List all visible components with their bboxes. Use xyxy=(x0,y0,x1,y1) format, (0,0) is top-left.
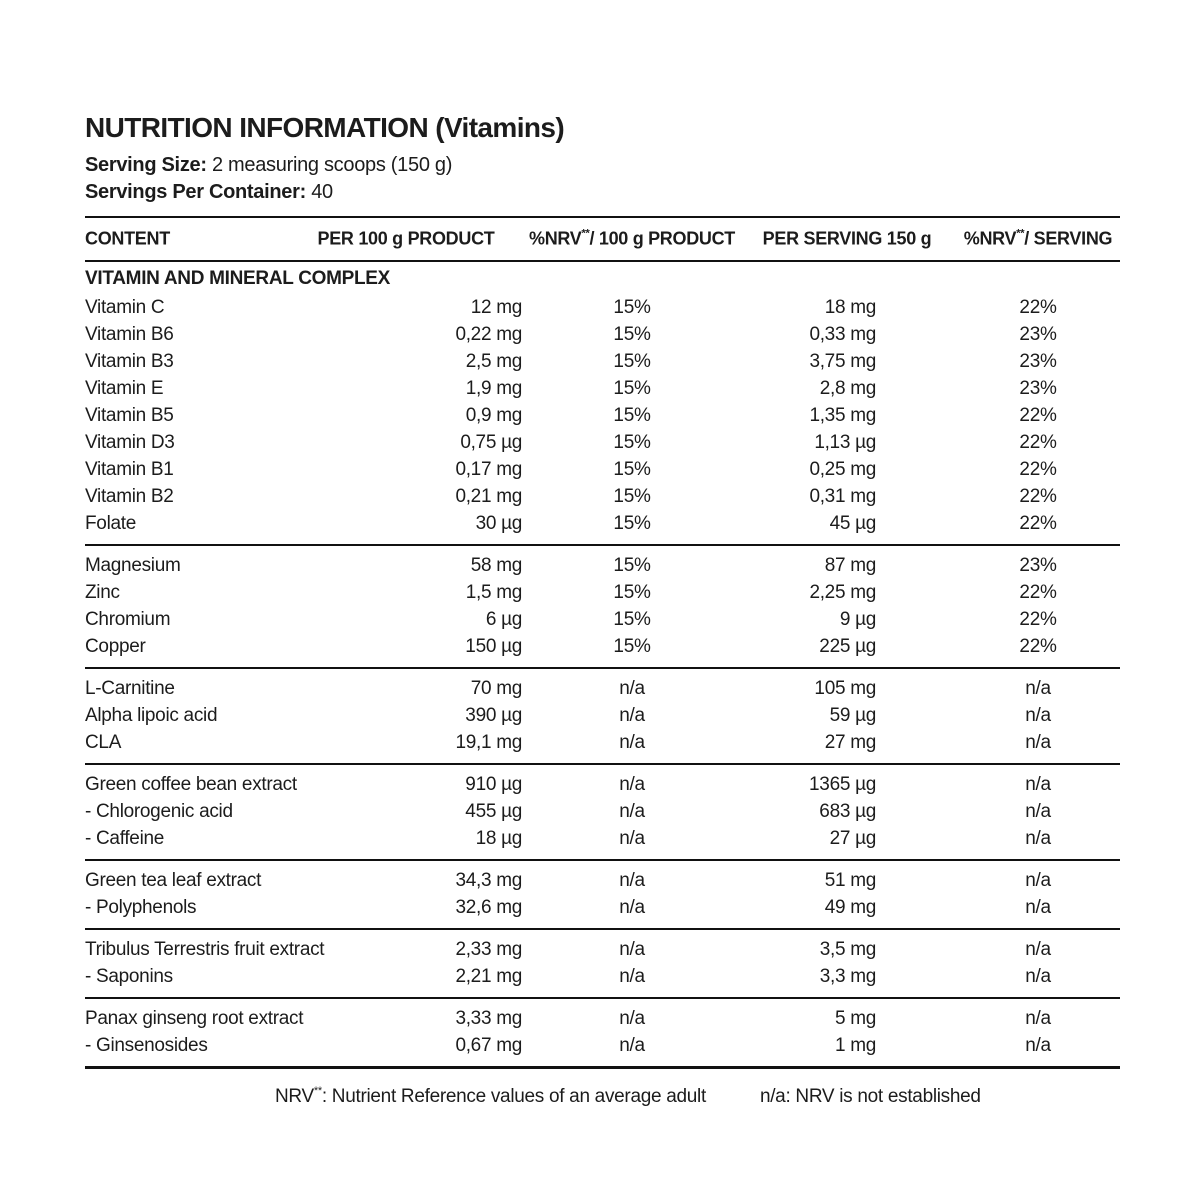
row-perserving-value: 3,5 mg xyxy=(819,939,876,960)
row-nrv100-value: n/a xyxy=(619,870,645,891)
row-per100-value: 70 mg xyxy=(470,678,522,699)
table-row xyxy=(85,936,1120,963)
row-content-label: Vitamin D3 xyxy=(85,432,175,453)
row-content-label: Green coffee bean extract xyxy=(85,774,297,795)
row-content-label: Vitamin B5 xyxy=(85,405,174,426)
table-row xyxy=(85,456,1120,483)
table-row xyxy=(85,633,1120,660)
row-nrvserving-value: n/a xyxy=(1025,828,1051,849)
row-nrv100-value: n/a xyxy=(619,828,645,849)
row-content-label: - Chlorogenic acid xyxy=(85,801,233,822)
column-header-nrv100 xyxy=(529,229,735,250)
row-nrvserving-value: 23% xyxy=(1019,351,1057,372)
row-content-label: Alpha lipoic acid xyxy=(85,705,218,726)
row-content-label: Zinc xyxy=(85,582,120,603)
footnote-nrv-suffix: : Nutrient Reference values of an average adult xyxy=(321,1086,706,1107)
row-perserving-value: 49 mg xyxy=(824,897,876,918)
row-nrv100-value: 15% xyxy=(613,432,651,453)
table-row xyxy=(85,552,1120,579)
table-row xyxy=(85,798,1120,825)
page-title: NUTRITION INFORMATION (Vitamins) xyxy=(85,112,565,143)
row-per100-value: 19,1 mg xyxy=(455,732,522,753)
table-row xyxy=(85,771,1120,798)
row-nrv100-value: 15% xyxy=(613,351,651,372)
row-nrvserving-value: n/a xyxy=(1025,678,1051,699)
table-row xyxy=(85,606,1120,633)
row-perserving-value: 2,25 mg xyxy=(809,582,876,603)
footnote-nrv xyxy=(275,1086,706,1108)
row-per100-value: 3,33 mg xyxy=(455,1008,522,1029)
column-header-nrvserving xyxy=(964,229,1112,250)
row-per100-value: 34,3 mg xyxy=(455,870,522,891)
row-content-label: Chromium xyxy=(85,609,171,630)
serving-size-value: 2 measuring scoops (150 g) xyxy=(211,154,453,176)
nutrition-label xyxy=(85,112,1120,1108)
row-nrvserving-value: 22% xyxy=(1019,432,1057,453)
row-perserving-value: 2,8 mg xyxy=(819,378,876,399)
row-nrv100-value: n/a xyxy=(619,1035,645,1056)
table-group xyxy=(85,859,1120,921)
row-per100-value: 2,21 mg xyxy=(455,966,522,987)
table-row xyxy=(85,825,1120,852)
table-row xyxy=(85,867,1120,894)
row-perserving-value: 9 µg xyxy=(839,609,876,630)
section-title: VITAMIN AND MINERAL COMPLEX xyxy=(85,268,391,289)
row-perserving-value: 0,31 mg xyxy=(809,486,876,507)
row-perserving-value: 27 µg xyxy=(829,828,876,849)
table-row xyxy=(85,375,1120,402)
table-group xyxy=(85,544,1120,660)
table-group xyxy=(85,667,1120,756)
servings-per-container-label: Servings Per Container: xyxy=(85,181,306,203)
table-row xyxy=(85,510,1120,537)
row-perserving-value: 5 mg xyxy=(834,1008,876,1029)
table-row xyxy=(85,402,1120,429)
row-nrv100-value: 15% xyxy=(613,555,651,576)
row-content-label: Vitamin C xyxy=(85,297,165,318)
row-perserving-value: 1,35 mg xyxy=(809,405,876,426)
row-nrv100-value: 15% xyxy=(613,405,651,426)
row-nrvserving-value: n/a xyxy=(1025,897,1051,918)
column-header-nrv100-text: %NRV xyxy=(529,228,582,249)
footnote-nrv-asterisks: ** xyxy=(313,1084,322,1097)
table-group xyxy=(85,763,1120,852)
row-perserving-value: 1365 µg xyxy=(809,774,876,795)
column-header-nrvserving-text: %NRV xyxy=(963,228,1017,249)
row-nrvserving-value: 22% xyxy=(1019,486,1057,507)
row-nrv100-value: n/a xyxy=(619,678,645,699)
row-per100-value: 910 µg xyxy=(465,774,522,795)
column-header-nrvserving-asterisks: ** xyxy=(1016,227,1025,240)
row-perserving-value: 51 mg xyxy=(824,870,876,891)
footnote-nrv-text: NRV xyxy=(275,1086,314,1107)
row-per100-value: 150 µg xyxy=(465,636,522,657)
row-nrv100-value: 15% xyxy=(613,297,651,318)
column-header-per100: PER 100 g PRODUCT xyxy=(317,228,495,249)
row-per100-value: 32,6 mg xyxy=(455,897,522,918)
row-perserving-value: 0,25 mg xyxy=(809,459,876,480)
row-nrvserving-value: n/a xyxy=(1025,705,1051,726)
serving-size-line xyxy=(85,152,1120,179)
row-nrvserving-value: 22% xyxy=(1019,609,1057,630)
row-per100-value: 18 µg xyxy=(475,828,522,849)
row-per100-value: 1,5 mg xyxy=(465,582,522,603)
row-perserving-value: 1 mg xyxy=(834,1035,876,1056)
row-nrv100-value: n/a xyxy=(619,939,645,960)
footnotes xyxy=(85,1086,1120,1108)
row-nrv100-value: 15% xyxy=(613,582,651,603)
row-content-label: Copper xyxy=(85,636,146,657)
row-nrvserving-value: 22% xyxy=(1019,405,1057,426)
table-group xyxy=(85,928,1120,990)
row-content-label: Vitamin B1 xyxy=(85,459,174,480)
row-perserving-value: 3,3 mg xyxy=(819,966,876,987)
row-perserving-value: 18 mg xyxy=(824,297,876,318)
row-nrvserving-value: 22% xyxy=(1019,459,1057,480)
row-content-label: Vitamin B3 xyxy=(85,351,174,372)
row-per100-value: 6 µg xyxy=(485,609,522,630)
row-perserving-value: 1,13 µg xyxy=(814,432,876,453)
row-content-label: - Polyphenols xyxy=(85,897,197,918)
row-nrvserving-value: 23% xyxy=(1019,324,1057,345)
table-row xyxy=(85,348,1120,375)
row-nrv100-value: n/a xyxy=(619,966,645,987)
table-row xyxy=(85,702,1120,729)
row-perserving-value: 0,33 mg xyxy=(809,324,876,345)
column-header-perserving: PER SERVING 150 g xyxy=(762,228,932,249)
table-group xyxy=(85,997,1120,1059)
row-content-label: - Saponins xyxy=(85,966,173,987)
table-row xyxy=(85,579,1120,606)
row-nrvserving-value: 22% xyxy=(1019,636,1057,657)
row-nrv100-value: n/a xyxy=(619,1008,645,1029)
row-nrv100-value: n/a xyxy=(619,801,645,822)
row-nrv100-value: n/a xyxy=(619,732,645,753)
row-per100-value: 0,67 mg xyxy=(455,1035,522,1056)
servings-per-container-line xyxy=(85,179,1120,206)
table-body xyxy=(85,294,1120,1069)
table-row xyxy=(85,894,1120,921)
row-per100-value: 2,5 mg xyxy=(465,351,522,372)
servings-per-container-value: 40 xyxy=(311,181,333,203)
row-perserving-value: 225 µg xyxy=(819,636,876,657)
table-row xyxy=(85,294,1120,321)
row-content-label: Magnesium xyxy=(85,555,181,576)
row-nrvserving-value: 22% xyxy=(1019,582,1057,603)
footnote-na: n/a: NRV is not established xyxy=(759,1086,981,1107)
row-per100-value: 58 mg xyxy=(470,555,522,576)
row-content-label: Panax ginseng root extract xyxy=(85,1008,304,1029)
row-perserving-value: 27 mg xyxy=(824,732,876,753)
table-row xyxy=(85,483,1120,510)
row-nrvserving-value: n/a xyxy=(1025,870,1051,891)
row-nrvserving-value: 23% xyxy=(1019,555,1057,576)
row-per100-value: 0,17 mg xyxy=(455,459,522,480)
row-nrv100-value: n/a xyxy=(619,705,645,726)
row-per100-value: 2,33 mg xyxy=(455,939,522,960)
row-nrvserving-value: 22% xyxy=(1019,297,1057,318)
row-per100-value: 12 mg xyxy=(470,297,522,318)
row-nrvserving-value: n/a xyxy=(1025,801,1051,822)
row-nrv100-value: n/a xyxy=(619,897,645,918)
row-content-label: Vitamin B6 xyxy=(85,324,174,345)
row-per100-value: 30 µg xyxy=(475,513,522,534)
table-row xyxy=(85,1005,1120,1032)
column-header-nrv100-asterisks: ** xyxy=(581,227,590,240)
row-nrvserving-value: n/a xyxy=(1025,939,1051,960)
row-nrv100-value: 15% xyxy=(613,459,651,480)
row-perserving-value: 87 mg xyxy=(824,555,876,576)
row-content-label: CLA xyxy=(85,732,122,753)
table-row xyxy=(85,321,1120,348)
row-perserving-value: 59 µg xyxy=(829,705,876,726)
row-perserving-value: 105 mg xyxy=(814,678,876,699)
row-nrv100-value: n/a xyxy=(619,774,645,795)
row-per100-value: 455 µg xyxy=(465,801,522,822)
row-content-label: L-Carnitine xyxy=(85,678,175,699)
row-per100-value: 390 µg xyxy=(465,705,522,726)
row-per100-value: 0,75 µg xyxy=(460,432,522,453)
row-nrvserving-value: n/a xyxy=(1025,1035,1051,1056)
row-per100-value: 0,22 mg xyxy=(455,324,522,345)
row-nrvserving-value: n/a xyxy=(1025,774,1051,795)
table-row xyxy=(85,729,1120,756)
row-perserving-value: 3,75 mg xyxy=(809,351,876,372)
row-nrv100-value: 15% xyxy=(613,609,651,630)
column-header-nrvserving-suffix: / SERVING xyxy=(1024,228,1113,249)
serving-size-label: Serving Size: xyxy=(85,154,207,176)
row-perserving-value: 45 µg xyxy=(829,513,876,534)
row-perserving-value: 683 µg xyxy=(819,801,876,822)
row-per100-value: 0,21 mg xyxy=(455,486,522,507)
row-per100-value: 0,9 mg xyxy=(465,405,522,426)
table-row xyxy=(85,1032,1120,1059)
column-header-nrv100-suffix: / 100 g PRODUCT xyxy=(589,228,735,249)
row-nrv100-value: 15% xyxy=(613,513,651,534)
table-row xyxy=(85,963,1120,990)
table-row xyxy=(85,675,1120,702)
row-content-label: - Caffeine xyxy=(85,828,165,849)
row-nrvserving-value: n/a xyxy=(1025,1008,1051,1029)
row-nrv100-value: 15% xyxy=(613,324,651,345)
row-nrv100-value: 15% xyxy=(613,486,651,507)
row-nrvserving-value: 22% xyxy=(1019,513,1057,534)
table-header-row xyxy=(85,216,1120,262)
row-content-label: Vitamin E xyxy=(85,378,164,399)
row-nrvserving-value: n/a xyxy=(1025,966,1051,987)
row-nrv100-value: 15% xyxy=(613,378,651,399)
row-content-label: Vitamin B2 xyxy=(85,486,174,507)
row-content-label: Green tea leaf extract xyxy=(85,870,262,891)
column-header-content: CONTENT xyxy=(85,228,170,249)
row-nrvserving-value: 23% xyxy=(1019,378,1057,399)
row-content-label: - Ginsenosides xyxy=(85,1035,208,1056)
row-nrv100-value: 15% xyxy=(613,636,651,657)
row-per100-value: 1,9 mg xyxy=(465,378,522,399)
row-content-label: Tribulus Terrestris fruit extract xyxy=(85,939,325,960)
table-row xyxy=(85,429,1120,456)
row-nrvserving-value: n/a xyxy=(1025,732,1051,753)
table-group xyxy=(85,294,1120,537)
row-content-label: Folate xyxy=(85,513,137,534)
